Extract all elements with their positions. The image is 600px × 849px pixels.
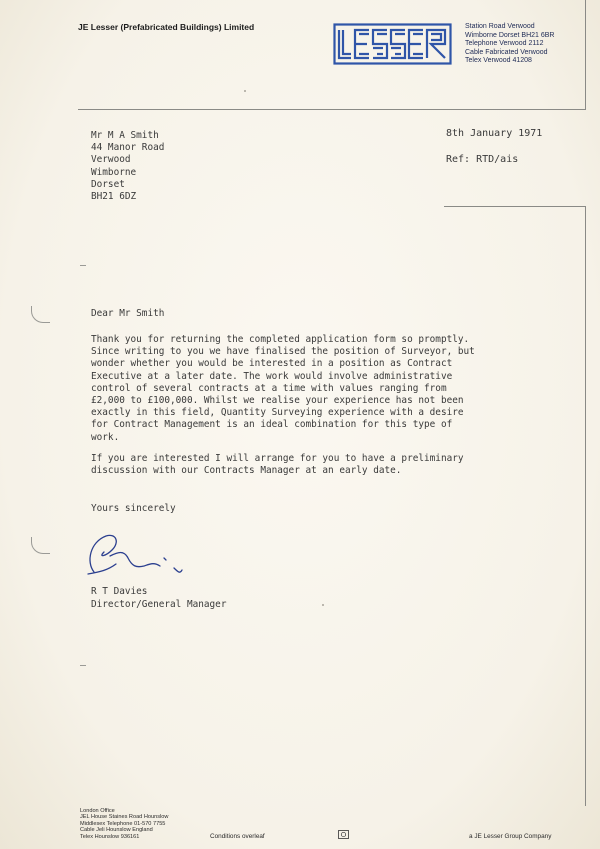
union-print-mark-icon: [338, 830, 349, 839]
body-paragraph-1: [91, 334, 511, 444]
paragraph-line: Since writing to you we have finalised the position of Surveyor, but: [91, 346, 475, 358]
paragraph-line: control of several contracts at a time with values ranging from: [91, 382, 447, 394]
address-line: Cable Fabricated Verwood: [465, 48, 548, 56]
address-line: Station Road Verwood: [465, 23, 535, 30]
date-divider: [444, 206, 586, 207]
recipient-line: Mr M A Smith: [91, 130, 159, 141]
handwritten-signature: [80, 528, 190, 580]
body-side-rule: [585, 206, 586, 806]
paragraph-line: Thank you for returning the completed application form so promptly.: [91, 334, 470, 345]
recipient-line: 44 Manor Road: [91, 142, 165, 154]
paragraph-line: discussion with our Contracts Manager at an early date.: [91, 465, 402, 477]
address-line: Telex Verwood 41208: [465, 57, 532, 65]
letter-reference: Ref: RTD/ais: [446, 154, 519, 165]
recipient-address: [91, 130, 164, 203]
paragraph-line: Executive at a later date. The work would involve administrative: [91, 370, 453, 382]
office-line: Cable Jeli Hounslow England: [80, 827, 153, 834]
paragraph-line: exactly in this field, Quantity Surveying experience with a desire: [91, 407, 464, 419]
recipient-line: Wimborne: [91, 166, 137, 178]
signer-title: Director/General Manager: [91, 599, 227, 610]
office-line: JEL House Staines Road Hounslow: [80, 814, 169, 821]
fold-mark: [80, 265, 86, 266]
punch-hole-mark: [31, 306, 50, 323]
paper-speck: [244, 90, 246, 92]
body-paragraph-2: [91, 453, 464, 477]
company-address: [465, 23, 554, 66]
recipient-line: Verwood: [91, 154, 131, 166]
header-side-rule: [585, 0, 586, 110]
paragraph-line: for Contract Management is an ideal combination for this type of: [91, 419, 453, 431]
london-office-address: [80, 808, 168, 840]
fold-mark: [80, 665, 86, 666]
address-line: Telephone Verwood 2112: [465, 40, 544, 48]
paragraph-line: wonder whether you would be interested in a position as Contract: [91, 358, 453, 370]
office-line: London Office: [80, 808, 115, 814]
paragraph-line: work.: [91, 431, 120, 443]
header-divider: [78, 109, 586, 110]
paragraph-line: £2,000 to £100,000. Whilst we realise your experience has not been: [91, 395, 464, 407]
office-line: Middlesex Telephone 01-570 7755: [80, 820, 166, 827]
office-line: Telex Hounslow 936161: [80, 833, 140, 840]
lesser-logo: [333, 23, 452, 65]
punch-hole-mark: [31, 537, 50, 554]
letter-date: 8th January 1971: [446, 128, 543, 139]
group-company-note: a JE Lesser Group Company: [469, 833, 552, 840]
closing: Yours sincerely: [91, 503, 176, 514]
address-line: Wimborne Dorset BH21 6BR: [465, 31, 555, 39]
paragraph-line: If you are interested I will arrange for you to have a preliminary: [91, 453, 464, 464]
salutation: Dear Mr Smith: [91, 308, 165, 319]
recipient-line: Dorset: [91, 178, 125, 190]
company-name: JE Lesser (Prefabricated Buildings) Limited: [78, 22, 255, 32]
conditions-note: Conditions overleaf: [210, 833, 265, 840]
signer-name: R T Davies: [91, 586, 148, 597]
recipient-line: BH21 6DZ: [91, 191, 137, 203]
paper-speck: [322, 604, 324, 606]
